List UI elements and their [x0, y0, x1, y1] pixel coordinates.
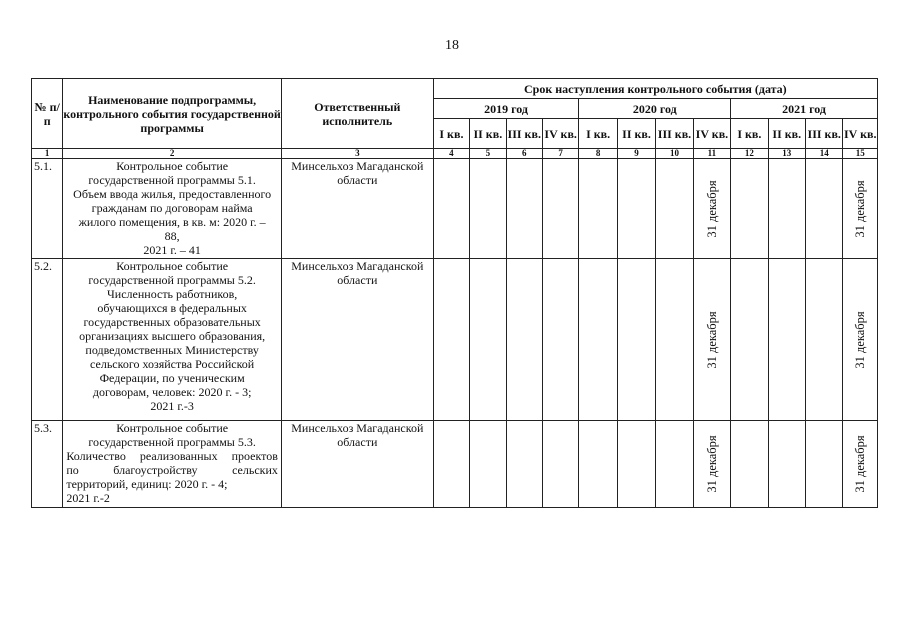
column-number: 9: [617, 149, 655, 159]
table-row: [32, 159, 878, 259]
event-name: Контрольное событие государственной программы 5.3. Количество реализованных проектов по благоустройству сельских территорий, единиц: 2020 г. - 4; 2021 г.-2: [63, 421, 282, 508]
page-number: 18: [445, 38, 459, 53]
header-quarter: I кв.: [731, 119, 768, 149]
header-quarter: I кв.: [433, 119, 469, 149]
column-number: 5: [470, 149, 506, 159]
header-quarter: II кв.: [470, 119, 506, 149]
header-year-2021: 2021 год: [731, 99, 878, 119]
event-name: Контрольное событие государственной программы 5.1. Объем ввода жилья, предоставленного гражданам по договорам найма жилого помещения, в кв. м: 2020 г. – 88, 2021 г. – 41: [63, 159, 282, 259]
column-number: 6: [506, 149, 542, 159]
column-number: 12: [731, 149, 768, 159]
deadline-2020-q4: 31 декабря: [693, 421, 730, 508]
column-number: 10: [656, 149, 693, 159]
deadline-2021-q4: 31 декабря: [843, 259, 878, 421]
header-quarter: IV кв.: [542, 119, 578, 149]
row-number: 5.1.: [32, 159, 63, 259]
row-number: 5.3.: [32, 421, 63, 508]
deadline-2020-q4: 31 декабря: [693, 159, 730, 259]
column-number: 8: [579, 149, 617, 159]
table-row: [32, 421, 878, 508]
column-number: 2: [63, 149, 282, 159]
deadline-2020-q4: 31 декабря: [693, 259, 730, 421]
column-number: 13: [768, 149, 805, 159]
header-quarter: III кв.: [506, 119, 542, 149]
column-number: 11: [693, 149, 730, 159]
deadline-2021-q4: 31 декабря: [843, 421, 878, 508]
column-number: 15: [843, 149, 878, 159]
table-row: [32, 259, 878, 421]
control-events-table: [31, 78, 878, 508]
header-quarter: IV кв.: [843, 119, 878, 149]
header-number: № п/п: [32, 79, 63, 149]
deadline-2021-q4: 31 декабря: [843, 159, 878, 259]
column-number: 3: [281, 149, 433, 159]
column-number: 14: [806, 149, 843, 159]
column-number: 4: [433, 149, 469, 159]
header-quarter: III кв.: [806, 119, 843, 149]
event-name: Контрольное событие государственной программы 5.2. Численность работников, обучающихся в федеральных государственных образовательных организациях высшего образования, подведомственных Министерству сельского хозяйства Российской Федерации, по ученическим договорам, человек: 2020 г. - 3; 2021 г.-3: [63, 259, 282, 421]
executor: Минсельхоз Магаданской области: [281, 159, 433, 259]
header-quarter: II кв.: [768, 119, 805, 149]
header-deadline: Срок наступления контрольного события (дата): [433, 79, 877, 99]
header-name: Наименование подпрограммы, контрольного события государственной программы: [63, 79, 282, 149]
column-number: 1: [32, 149, 63, 159]
header-year-2019: 2019 год: [433, 99, 579, 119]
header-quarter: III кв.: [656, 119, 693, 149]
header-executor: Ответственный исполнитель: [281, 79, 433, 149]
header-year-2020: 2020 год: [579, 99, 731, 119]
executor: Минсельхоз Магаданской области: [281, 259, 433, 421]
column-number: 7: [542, 149, 578, 159]
header-quarter: II кв.: [617, 119, 655, 149]
header-quarter: I кв.: [579, 119, 617, 149]
row-number: 5.2.: [32, 259, 63, 421]
executor: Минсельхоз Магаданской области: [281, 421, 433, 508]
header-quarter: IV кв.: [693, 119, 730, 149]
